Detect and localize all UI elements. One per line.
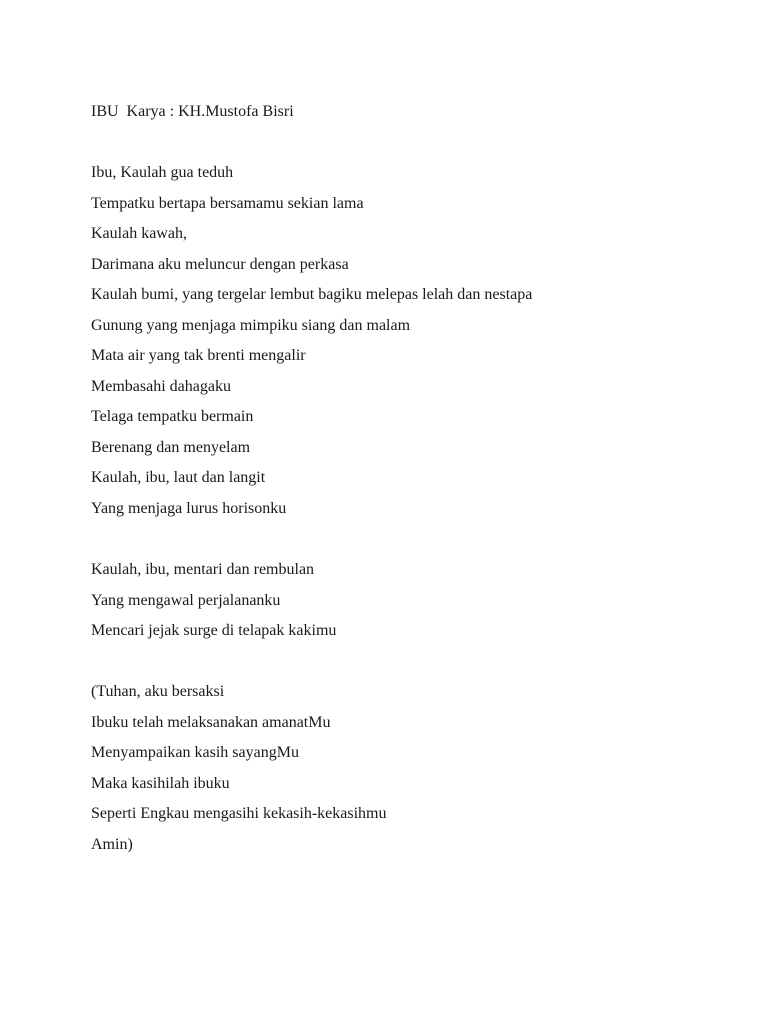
poem-line: Ibu, Kaulah gua teduh [91,164,234,181]
poem-line: Seperti Engkau mengasihi kekasih-kekasihmu [91,805,387,822]
stanza-3 [91,682,386,865]
poem-line: Mencari jejak surge di telapak kakimu [91,622,337,639]
poem-line: Maka kasihilah ibuku [91,774,230,792]
poem-line: Menyampaikan kasih sayangMu [91,744,299,761]
poem-title: IBU Karya : KH.Mustofa Bisri [91,103,294,120]
poem-line: Amin) [91,835,133,853]
stanza-1 [91,163,532,529]
poem-line: Yang mengawal perjalananku [91,591,281,609]
poem-line: Membasahi dahagaku [91,377,231,395]
poem-line: Yang menjaga lurus horisonku [91,499,287,517]
poem-line: Mata air yang tak brenti mengalir [91,347,306,364]
poem-line: Ibuku telah melaksanakan amanatMu [91,713,331,731]
poem-line: Telaga tempatku bermain [91,408,254,425]
poem-line: Berenang dan menyelam [91,438,251,456]
poem-line: Gunung yang menjaga mimpiku siang dan malam [91,316,411,334]
poem-line: Kaulah bumi, yang tergelar lembut bagiku melepas lelah dan nestapa [91,286,533,303]
poem-line: (Tuhan, aku bersaksi [91,683,225,700]
poem-line: Kaulah, ibu, mentari dan rembulan [91,561,315,578]
poem-line: Kaulah kawah, [91,225,187,242]
poem-line: Tempatku bertapa bersamamu sekian lama [91,194,364,212]
stanza-2 [91,560,336,652]
poem-line: Darimana aku meluncur dengan perkasa [91,255,349,273]
poem-line: Kaulah, ibu, laut dan langit [91,469,266,486]
